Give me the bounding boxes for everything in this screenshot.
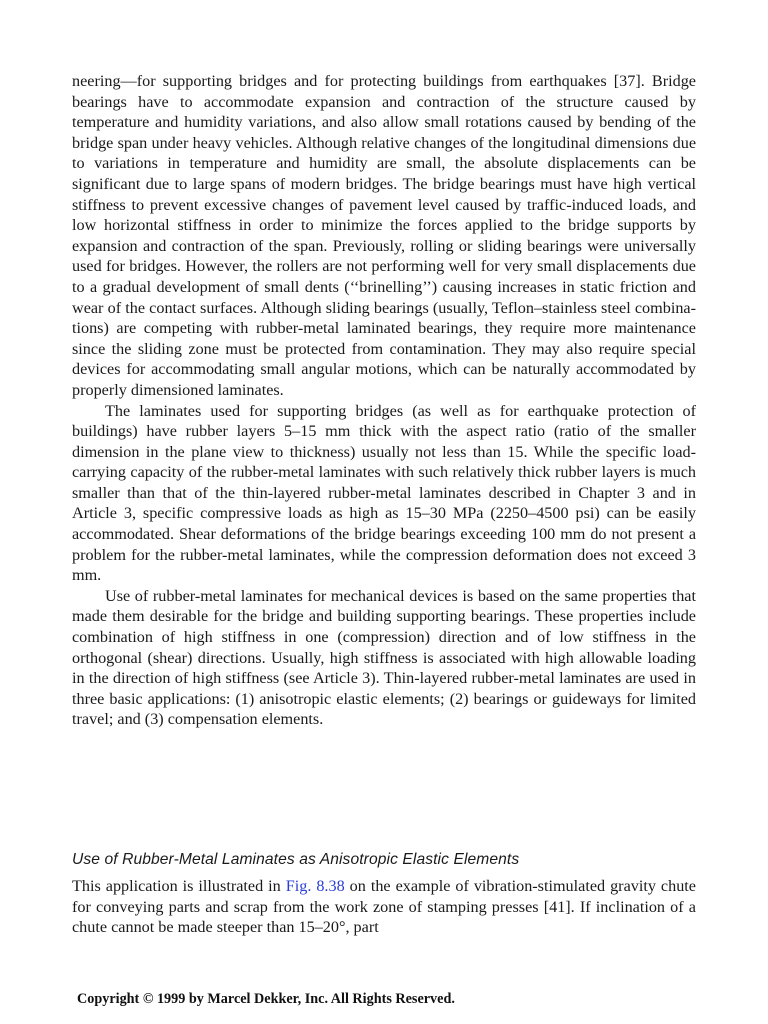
copyright-footer: Copyright © 1999 by Marcel Dekker, Inc. All Rights Reserved.: [77, 991, 455, 1007]
text-after-link: on the example of vibration-stimulated gravity chute for conveying parts and scrap from the work zone of stamping presses [41]. If inclination of a chute cannot be made steeper than 15–20°, part: [72, 877, 696, 937]
section-heading: Use of Rubber-Metal Laminates as Anisotropic Elastic Elements: [72, 851, 520, 868]
figure-link[interactable]: Fig. 8.38: [285, 877, 345, 895]
paragraph-mechanical-devices: Use of rubber-metal laminates for mechanical devices is based on the same properties that made them desirable for the bridge and building supporting bearings. These properties include combination of high stiffness in one (compression) direction and of low stiffness in the orthogonal (shear) directions. Usually, high stiffness is associated with high allowable loading in the direction of high stiffness (see Article 3). Thin-layered rubber-metal laminates are used in three basic applications: (1) anisotropic elastic elements; (2) bearings or guideways for limited travel; and (3) compensation elements.: [72, 586, 696, 729]
section-text: [72, 876, 696, 938]
paragraph-laminates-bridges: The laminates used for supporting bridges (as well as for earthquake protection of buildings) have rubber layers 5–15 mm thick with the aspect ratio (ratio of the smaller dimension in the plane view to thickness) usually not less than 15. While the specific load-carrying capacity of the rubber-metal laminates with such relatively thick rubber layers is much smaller than that of the thin-layered rubber-metal laminates described in Chapter 3 and in Article 3, specific compressive loads as high as 15–30 MPa (2250–4500 psi) can be easily accommodated. Shear deformations of the bridge bearings exceeding 100 mm do not present a problem for the rubber-metal laminates, while the compression deformation does not exceed 3 mm.: [72, 401, 696, 585]
text-before-link: This application is illustrated in: [72, 877, 286, 895]
body-text: [72, 71, 696, 730]
paragraph-chute-application: [72, 876, 696, 938]
paragraph-bridge-bearings: neering—for supporting bridges and for protecting buildings from earthquakes [37]. Bridge bearings have to accommodate expansion and contraction of the structure caused by temperature and humidity variations, and also allow small rotations caused by bending of the bridge span under heavy vehicles. Although relative changes of the longitudinal dimensions due to variations in temperature and humidity are small, the absolute displacements can be significant due to large spans of modern bridges. The bridge bearings must have high vertical stiffness to prevent excessive changes of pavement level caused by traffic-induced loads, and low horizontal stiffness in order to minimize the forces applied to the bridge supports by expansion and contraction of the span. Previously, rolling or sliding bearings were universally used for bridges. However, the rollers are not performing well for very small displacements due to a gradual development of small dents (‘‘brinelling’’) causing increases in static friction and wear of the contact surfaces. Although sliding bearings (usually, Teflon–stainless steel combinations) are competing with rubber-metal laminated bearings, they require more maintenance since the sliding zone must be protected from contamination. They may also require special devices for accommodating small angular motions, which can be naturally accommodated by properly dimensioned laminates.: [72, 72, 696, 399]
